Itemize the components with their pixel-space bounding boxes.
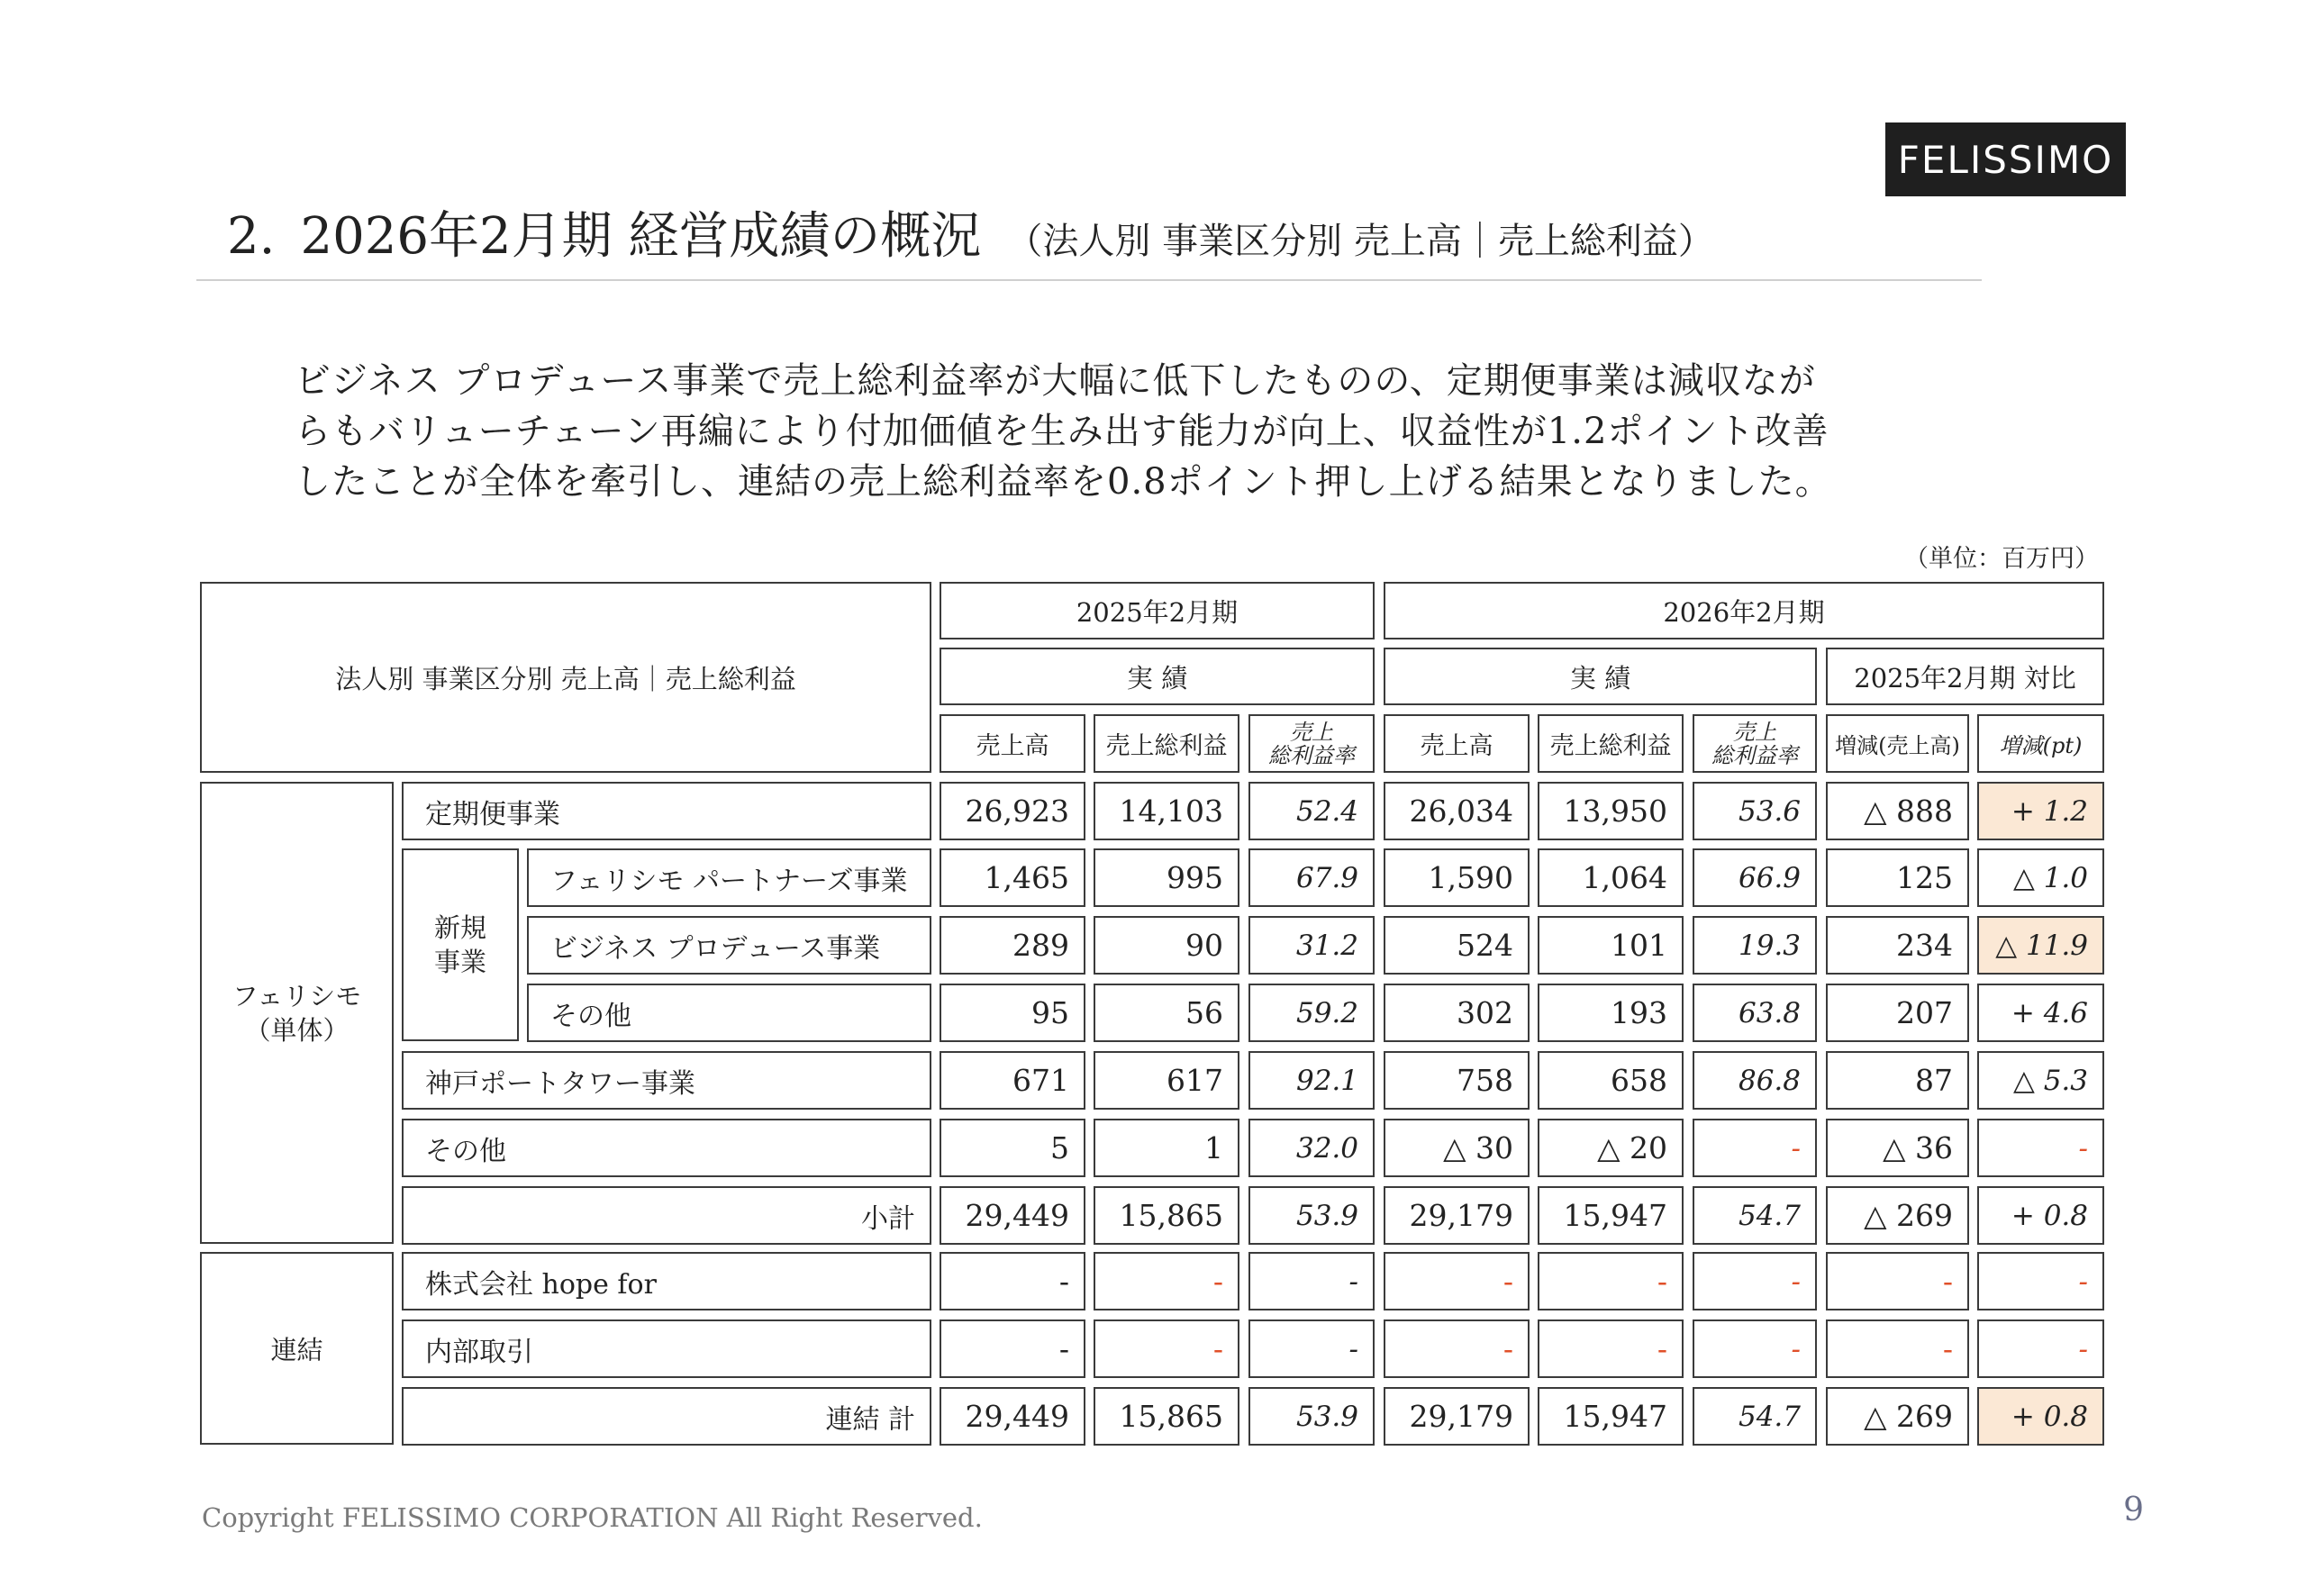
- lead-line: らもバリューチェーン再編により付加価値を生み出す能力が向上、収益性が1.2ポイント改善: [295, 411, 1829, 452]
- row-label: その他: [402, 1119, 931, 1177]
- table-cell: 617: [1094, 1051, 1239, 1110]
- table-cell: 29,179: [1384, 1387, 1530, 1446]
- table-cell: + 0.8: [1977, 1387, 2104, 1446]
- table-cell: -: [1977, 1252, 2104, 1310]
- table-cell: 524: [1384, 916, 1530, 975]
- col-diff-sales: 増減(売上高): [1826, 714, 1969, 773]
- header-fy2025: 2025年2月期: [940, 582, 1375, 639]
- table-cell: 193: [1538, 984, 1684, 1042]
- header-actual-2026: 実 績: [1384, 648, 1817, 705]
- table-cell: △ 36: [1826, 1119, 1969, 1177]
- table-cell: 1,465: [940, 848, 1085, 907]
- row-label: その他: [527, 984, 931, 1042]
- table-cell: △ 5.3: [1977, 1051, 2104, 1110]
- table-cell: -: [1977, 1119, 2104, 1177]
- table-cell: 658: [1538, 1051, 1684, 1110]
- table-cell: 29,449: [940, 1387, 1085, 1446]
- table-cell: 15,865: [1094, 1186, 1239, 1245]
- table-cell: 14,103: [1094, 782, 1239, 840]
- table-cell: 95: [940, 984, 1085, 1042]
- table-cell: 289: [940, 916, 1085, 975]
- table-cell: -: [940, 1252, 1085, 1310]
- group-felissimo-single: フェリシモ （単体）: [200, 782, 394, 1244]
- table-cell: △ 20: [1538, 1119, 1684, 1177]
- table-cell: △ 1.0: [1977, 848, 2104, 907]
- group-new-business: 新規 事業: [402, 848, 519, 1041]
- row-label: 連結 計: [402, 1387, 931, 1446]
- table-cell: -: [1248, 1319, 1375, 1378]
- table-cell: 92.1: [1248, 1051, 1375, 1110]
- table-cell: + 1.2: [1977, 782, 2104, 840]
- table-cell: 31.2: [1248, 916, 1375, 975]
- lead-line: ビジネス プロデュース事業で売上総利益率が大幅に低下したものの、定期便事業は減収なが: [295, 360, 1816, 402]
- table-cell: -: [1693, 1252, 1817, 1310]
- page-number: 9: [2123, 1492, 2144, 1528]
- table-cell: 19.3: [1693, 916, 1817, 975]
- table-cell: -: [1693, 1119, 1817, 1177]
- table-cell: 207: [1826, 984, 1969, 1042]
- table-cell: 63.8: [1693, 984, 1817, 1042]
- table-cell: + 4.6: [1977, 984, 2104, 1042]
- table-cell: 671: [940, 1051, 1085, 1110]
- header-actual-2025: 実 績: [940, 648, 1375, 705]
- table-cell: 234: [1826, 916, 1969, 975]
- row-label: 神戸ポートタワー事業: [402, 1051, 931, 1110]
- title-main: 2026年2月期 経営成績の概況: [300, 207, 982, 266]
- col-gross-2026: 売上総利益: [1538, 714, 1684, 773]
- col-diff-pt: 増減(pt): [1977, 714, 2104, 773]
- table-cell: 1,590: [1384, 848, 1530, 907]
- table-cell: △ 269: [1826, 1186, 1969, 1245]
- col-sales-2026: 売上高: [1384, 714, 1530, 773]
- unit-note: （単位：百万円）: [1904, 545, 2099, 573]
- table-cell: 90: [1094, 916, 1239, 975]
- row-label: ビジネス プロデュース事業: [527, 916, 931, 975]
- table-cell: 87: [1826, 1051, 1969, 1110]
- table-cell: 125: [1826, 848, 1969, 907]
- table-cell: 52.4: [1248, 782, 1375, 840]
- table-cell: △ 11.9: [1977, 916, 2104, 975]
- table-cell: 54.7: [1693, 1186, 1817, 1245]
- table-cell: 26,923: [940, 782, 1085, 840]
- table-cell: 5: [940, 1119, 1085, 1177]
- col-margin-2025: 売上 総利益率: [1248, 714, 1375, 773]
- table-cell: △ 269: [1826, 1387, 1969, 1446]
- section-number: 2.: [227, 207, 276, 266]
- table-cell: -: [1094, 1319, 1239, 1378]
- table-cell: -: [1977, 1319, 2104, 1378]
- felissimo-logo: FELISSIMO: [1885, 122, 2126, 196]
- table-cell: 15,865: [1094, 1387, 1239, 1446]
- lead-line: したことが全体を牽引し、連結の売上総利益率を0.8ポイント押し上げる結果となりました。: [295, 461, 1832, 503]
- table-cell: 53.9: [1248, 1387, 1375, 1446]
- table-cell: 66.9: [1693, 848, 1817, 907]
- table-cell: 53.9: [1248, 1186, 1375, 1245]
- table-cell: -: [1693, 1319, 1817, 1378]
- table-cell: 758: [1384, 1051, 1530, 1110]
- table-cell: -: [1826, 1319, 1969, 1378]
- copyright: Copyright FELISSIMO CORPORATION All Right Reserved.: [202, 1502, 983, 1533]
- table-cell: 302: [1384, 984, 1530, 1042]
- table-cell: 86.8: [1693, 1051, 1817, 1110]
- table-cell: 29,449: [940, 1186, 1085, 1245]
- table-cell: -: [1384, 1319, 1530, 1378]
- table-cell: + 0.8: [1977, 1186, 2104, 1245]
- title-sub: （法人別 事業区分別 売上高｜売上総利益）: [1006, 221, 1714, 262]
- col-margin-2026: 売上 総利益率: [1693, 714, 1817, 773]
- table-cell: 13,950: [1538, 782, 1684, 840]
- corner-label: 法人別 事業区分別 売上高｜売上総利益: [200, 582, 931, 773]
- row-label: 株式会社 hope for: [402, 1252, 931, 1310]
- row-label: 内部取引: [402, 1319, 931, 1378]
- table-cell: 101: [1538, 916, 1684, 975]
- table-cell: △ 888: [1826, 782, 1969, 840]
- table-cell: 29,179: [1384, 1186, 1530, 1245]
- col-sales-2025: 売上高: [940, 714, 1085, 773]
- table-cell: 15,947: [1538, 1186, 1684, 1245]
- table-cell: -: [1538, 1319, 1684, 1378]
- table-cell: -: [1538, 1252, 1684, 1310]
- table-cell: 1,064: [1538, 848, 1684, 907]
- table-cell: 32.0: [1248, 1119, 1375, 1177]
- row-label: フェリシモ パートナーズ事業: [527, 848, 931, 907]
- table-cell: -: [1248, 1252, 1375, 1310]
- table-cell: 67.9: [1248, 848, 1375, 907]
- row-label: 小計: [402, 1186, 931, 1245]
- table-cell: 26,034: [1384, 782, 1530, 840]
- table-cell: -: [940, 1319, 1085, 1378]
- table-cell: 53.6: [1693, 782, 1817, 840]
- lead-paragraph: [295, 356, 2042, 507]
- table-cell: -: [1384, 1252, 1530, 1310]
- table-cell: 995: [1094, 848, 1239, 907]
- title-divider: [196, 279, 1982, 281]
- table-cell: 54.7: [1693, 1387, 1817, 1446]
- group-consolidated: 連結: [200, 1252, 394, 1445]
- table-cell: △ 30: [1384, 1119, 1530, 1177]
- table-cell: -: [1826, 1252, 1969, 1310]
- header-vs-2025: 2025年2月期 対比: [1826, 648, 2104, 705]
- page-title: [227, 196, 1938, 266]
- col-gross-2025: 売上総利益: [1094, 714, 1239, 773]
- header-fy2026: 2026年2月期: [1384, 582, 2104, 639]
- table-cell: 1: [1094, 1119, 1239, 1177]
- table-cell: 59.2: [1248, 984, 1375, 1042]
- table-cell: 15,947: [1538, 1387, 1684, 1446]
- table-cell: -: [1094, 1252, 1239, 1310]
- table-cell: 56: [1094, 984, 1239, 1042]
- row-label: 定期便事業: [402, 782, 931, 840]
